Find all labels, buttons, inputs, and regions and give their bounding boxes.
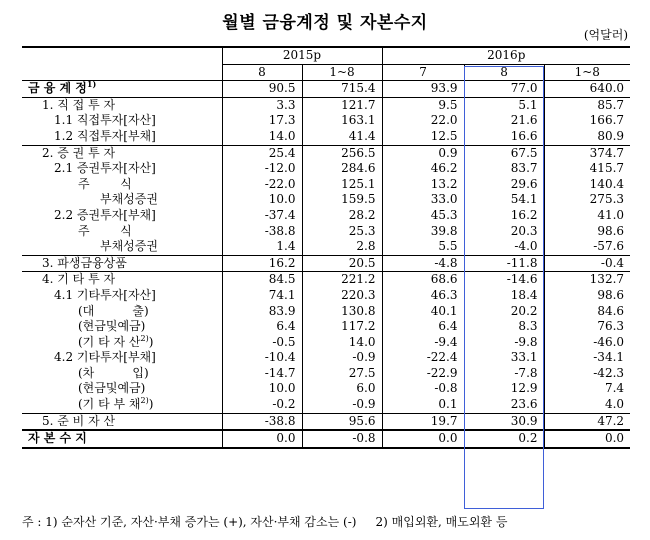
row-label — [22, 335, 222, 351]
cell-value: -38.8 — [222, 413, 302, 430]
balance-table — [22, 46, 630, 449]
cell-value: -11.8 — [464, 255, 544, 272]
row-label — [22, 113, 222, 129]
cell-value: 29.6 — [464, 177, 544, 193]
cell-value: -22.0 — [222, 177, 302, 193]
cell-value: 140.4 — [544, 177, 630, 193]
table-row — [22, 192, 630, 208]
row-label-text: 부채성증권 — [100, 239, 158, 254]
cell-value: 76.3 — [544, 319, 630, 335]
cell-value: 0.0 — [222, 430, 302, 448]
cell-value: -46.0 — [544, 335, 630, 351]
row-label-end: ) — [148, 334, 154, 349]
cell-value: 74.1 — [222, 288, 302, 304]
table-row — [22, 208, 630, 224]
header-2016: 2016p — [382, 47, 630, 64]
row-label — [22, 177, 222, 193]
cell-value: 30.9 — [464, 413, 544, 430]
cell-value: -0.8 — [382, 381, 464, 397]
table-row — [22, 288, 630, 304]
row-label — [22, 129, 222, 145]
cell-value: 5.1 — [464, 97, 544, 113]
cell-value: 21.6 — [464, 113, 544, 129]
cell-value: 84.6 — [544, 304, 630, 320]
row-label-text: (기 타 부 채 — [78, 397, 141, 412]
cell-value: 33.0 — [382, 192, 464, 208]
cell-value: -34.1 — [544, 350, 630, 366]
header-blank — [22, 64, 222, 81]
cell-value: 640.0 — [544, 81, 630, 98]
cell-value: 163.1 — [302, 113, 382, 129]
row-label-text: 3. 파생금융상품 — [42, 255, 127, 270]
cell-value: 16.2 — [222, 255, 302, 272]
unit-label: (억달러) — [583, 28, 628, 42]
cell-value: 121.7 — [302, 97, 382, 113]
cell-value: 10.0 — [222, 192, 302, 208]
cell-value: 12.5 — [382, 129, 464, 145]
header-blank — [22, 47, 222, 64]
footnote-marker: 2) — [140, 334, 149, 343]
row-label-text: 1. 직 접 투 자 — [42, 97, 116, 112]
row-label — [22, 319, 222, 335]
table-row — [22, 81, 630, 98]
cell-value: 20.2 — [464, 304, 544, 320]
cell-value: 83.9 — [222, 304, 302, 320]
header-month: 7 — [382, 64, 464, 81]
cell-value: 4.0 — [544, 397, 630, 413]
row-label — [22, 224, 222, 240]
row-label — [22, 350, 222, 366]
table-row — [22, 397, 630, 413]
cell-value: 10.0 — [222, 381, 302, 397]
cell-value: -12.0 — [222, 161, 302, 177]
cell-value: 90.5 — [222, 81, 302, 98]
cell-value: 2.8 — [302, 239, 382, 255]
cell-value: -14.6 — [464, 272, 544, 288]
cell-value: -0.2 — [222, 397, 302, 413]
cell-value: 46.2 — [382, 161, 464, 177]
table-row — [22, 239, 630, 255]
cell-value: 67.5 — [464, 145, 544, 161]
row-label-text: 금 융 계 정 — [28, 81, 87, 96]
cell-value: 3.3 — [222, 97, 302, 113]
page-title: 월별 금융계정 및 자본수지 — [222, 13, 428, 33]
cell-value: -4.0 — [464, 239, 544, 255]
table-row — [22, 350, 630, 366]
row-label-text: 4.1 기타투자[자산] — [54, 287, 156, 302]
cell-value: -4.8 — [382, 255, 464, 272]
cell-value: 83.7 — [464, 161, 544, 177]
cell-value: 415.7 — [544, 161, 630, 177]
cell-value: 0.1 — [382, 397, 464, 413]
row-label — [22, 413, 222, 430]
header-2015: 2015p — [222, 47, 382, 64]
cell-value: 220.3 — [302, 288, 382, 304]
cell-value: 130.8 — [302, 304, 382, 320]
cell-value: 77.0 — [464, 81, 544, 98]
cell-value: 80.9 — [544, 129, 630, 145]
row-label-text: 1.2 직접투자[부채] — [54, 128, 156, 143]
cell-value: 715.4 — [302, 81, 382, 98]
cell-value: 98.6 — [544, 224, 630, 240]
cell-value: 0.9 — [382, 145, 464, 161]
cell-value: 39.8 — [382, 224, 464, 240]
table-row — [22, 177, 630, 193]
cell-value: 256.5 — [302, 145, 382, 161]
cell-value: 16.6 — [464, 129, 544, 145]
header-month: 8 — [464, 64, 544, 81]
table-row — [22, 381, 630, 397]
row-label — [22, 255, 222, 272]
row-label — [22, 304, 222, 320]
row-label — [22, 381, 222, 397]
cell-value: 25.4 — [222, 145, 302, 161]
row-label — [22, 430, 222, 448]
row-label — [22, 272, 222, 288]
row-label-text: 5. 준 비 자 산 — [42, 413, 116, 428]
table-body — [22, 81, 630, 448]
cell-value: 5.5 — [382, 239, 464, 255]
row-label-end: ) — [148, 397, 154, 412]
cell-value: -37.4 — [222, 208, 302, 224]
cell-value: 7.4 — [544, 381, 630, 397]
table-row — [22, 366, 630, 382]
row-label-text: (기 타 자 산 — [78, 334, 141, 349]
cell-value: -10.4 — [222, 350, 302, 366]
cell-value: 9.5 — [382, 97, 464, 113]
row-label — [22, 145, 222, 161]
cell-value: 6.0 — [302, 381, 382, 397]
cell-value: 54.1 — [464, 192, 544, 208]
table-row — [22, 413, 630, 430]
cell-value: -57.6 — [544, 239, 630, 255]
cell-value: 85.7 — [544, 97, 630, 113]
cell-value: 93.9 — [382, 81, 464, 98]
cell-value: 284.6 — [302, 161, 382, 177]
table-row — [22, 319, 630, 335]
row-label-text: 2.2 증권투자[부채] — [54, 207, 156, 222]
cell-value: -0.5 — [222, 335, 302, 351]
row-label — [22, 161, 222, 177]
cell-value: 84.5 — [222, 272, 302, 288]
cell-value: 0.0 — [544, 430, 630, 448]
cell-value: 374.7 — [544, 145, 630, 161]
row-label — [22, 192, 222, 208]
header-month: 1~8 — [302, 64, 382, 81]
row-label-text: 4.2 기타투자[부채] — [54, 350, 156, 365]
row-label — [22, 239, 222, 255]
cell-value: 275.3 — [544, 192, 630, 208]
cell-value: 132.7 — [544, 272, 630, 288]
header-month-row — [22, 64, 630, 81]
cell-value: 17.3 — [222, 113, 302, 129]
cell-value: 22.0 — [382, 113, 464, 129]
cell-value: 18.4 — [464, 288, 544, 304]
header-year-row — [22, 47, 630, 64]
cell-value: 33.1 — [464, 350, 544, 366]
table-row — [22, 113, 630, 129]
row-label-text: 주 식 — [78, 223, 132, 238]
cell-value: 14.0 — [302, 335, 382, 351]
header-month: 1~8 — [544, 64, 630, 81]
footnote: 주 : 1) 순자산 기준, 자산·부채 증가는 (+), 자산·부채 감소는 (-) 2) 매입외환, 매도외환 등 — [22, 515, 508, 529]
row-label-text: (대 출) — [78, 303, 149, 318]
table-row — [22, 304, 630, 320]
table-row — [22, 161, 630, 177]
cell-value: 12.9 — [464, 381, 544, 397]
cell-value: 125.1 — [302, 177, 382, 193]
row-label — [22, 208, 222, 224]
row-label-text: 4. 기 타 투 자 — [42, 272, 116, 287]
cell-value: 0.0 — [382, 430, 464, 448]
cell-value: -22.9 — [382, 366, 464, 382]
table-row — [22, 430, 630, 448]
footnote-marker: 1) — [86, 80, 97, 90]
row-label — [22, 397, 222, 413]
cell-value: -38.8 — [222, 224, 302, 240]
row-label-text: 2. 증 권 투 자 — [42, 145, 116, 160]
row-label-text: 주 식 — [78, 176, 132, 191]
cell-value: 20.5 — [302, 255, 382, 272]
row-label-text: 부채성증권 — [100, 192, 158, 207]
cell-value: -7.8 — [464, 366, 544, 382]
cell-value: -42.3 — [544, 366, 630, 382]
cell-value: -0.9 — [302, 350, 382, 366]
cell-value: 221.2 — [302, 272, 382, 288]
table-row — [22, 255, 630, 272]
cell-value: 117.2 — [302, 319, 382, 335]
cell-value: 13.2 — [382, 177, 464, 193]
cell-value: 6.4 — [382, 319, 464, 335]
cell-value: -9.8 — [464, 335, 544, 351]
cell-value: 46.3 — [382, 288, 464, 304]
header-month: 8 — [222, 64, 302, 81]
table-row — [22, 129, 630, 145]
cell-value: 14.0 — [222, 129, 302, 145]
cell-value: 28.2 — [302, 208, 382, 224]
cell-value: -9.4 — [382, 335, 464, 351]
row-label — [22, 97, 222, 113]
table-row — [22, 335, 630, 351]
cell-value: 19.7 — [382, 413, 464, 430]
table-row — [22, 272, 630, 288]
row-label-text: 2.1 증권투자[자산] — [54, 161, 156, 176]
cell-value: 159.5 — [302, 192, 382, 208]
cell-value: 166.7 — [544, 113, 630, 129]
cell-value: 1.4 — [222, 239, 302, 255]
cell-value: -0.9 — [302, 397, 382, 413]
cell-value: 98.6 — [544, 288, 630, 304]
table-row — [22, 97, 630, 113]
row-label — [22, 288, 222, 304]
cell-value: 27.5 — [302, 366, 382, 382]
table-row — [22, 224, 630, 240]
row-label-text: (차 입) — [78, 365, 149, 380]
row-label — [22, 366, 222, 382]
cell-value: 40.1 — [382, 304, 464, 320]
cell-value: 95.6 — [302, 413, 382, 430]
cell-value: 8.3 — [464, 319, 544, 335]
cell-value: 16.2 — [464, 208, 544, 224]
cell-value: -0.8 — [302, 430, 382, 448]
cell-value: 45.3 — [382, 208, 464, 224]
cell-value: 20.3 — [464, 224, 544, 240]
row-label-text: 자 본 수 지 — [28, 431, 87, 446]
row-label-text: (현금및예금) — [78, 381, 146, 396]
row-label-text: (현금및예금) — [78, 319, 146, 334]
row-label-text: 1.1 직접투자[자산] — [54, 113, 156, 128]
cell-value: 41.0 — [544, 208, 630, 224]
cell-value: 41.4 — [302, 129, 382, 145]
cell-value: 47.2 — [544, 413, 630, 430]
table-row — [22, 145, 630, 161]
cell-value: 23.6 — [464, 397, 544, 413]
cell-value: 0.2 — [464, 430, 544, 448]
cell-value: -22.4 — [382, 350, 464, 366]
cell-value: -14.7 — [222, 366, 302, 382]
cell-value: 68.6 — [382, 272, 464, 288]
cell-value: 25.3 — [302, 224, 382, 240]
cell-value: -0.4 — [544, 255, 630, 272]
footnote-marker: 2) — [140, 397, 149, 406]
row-label — [22, 81, 222, 98]
cell-value: 6.4 — [222, 319, 302, 335]
